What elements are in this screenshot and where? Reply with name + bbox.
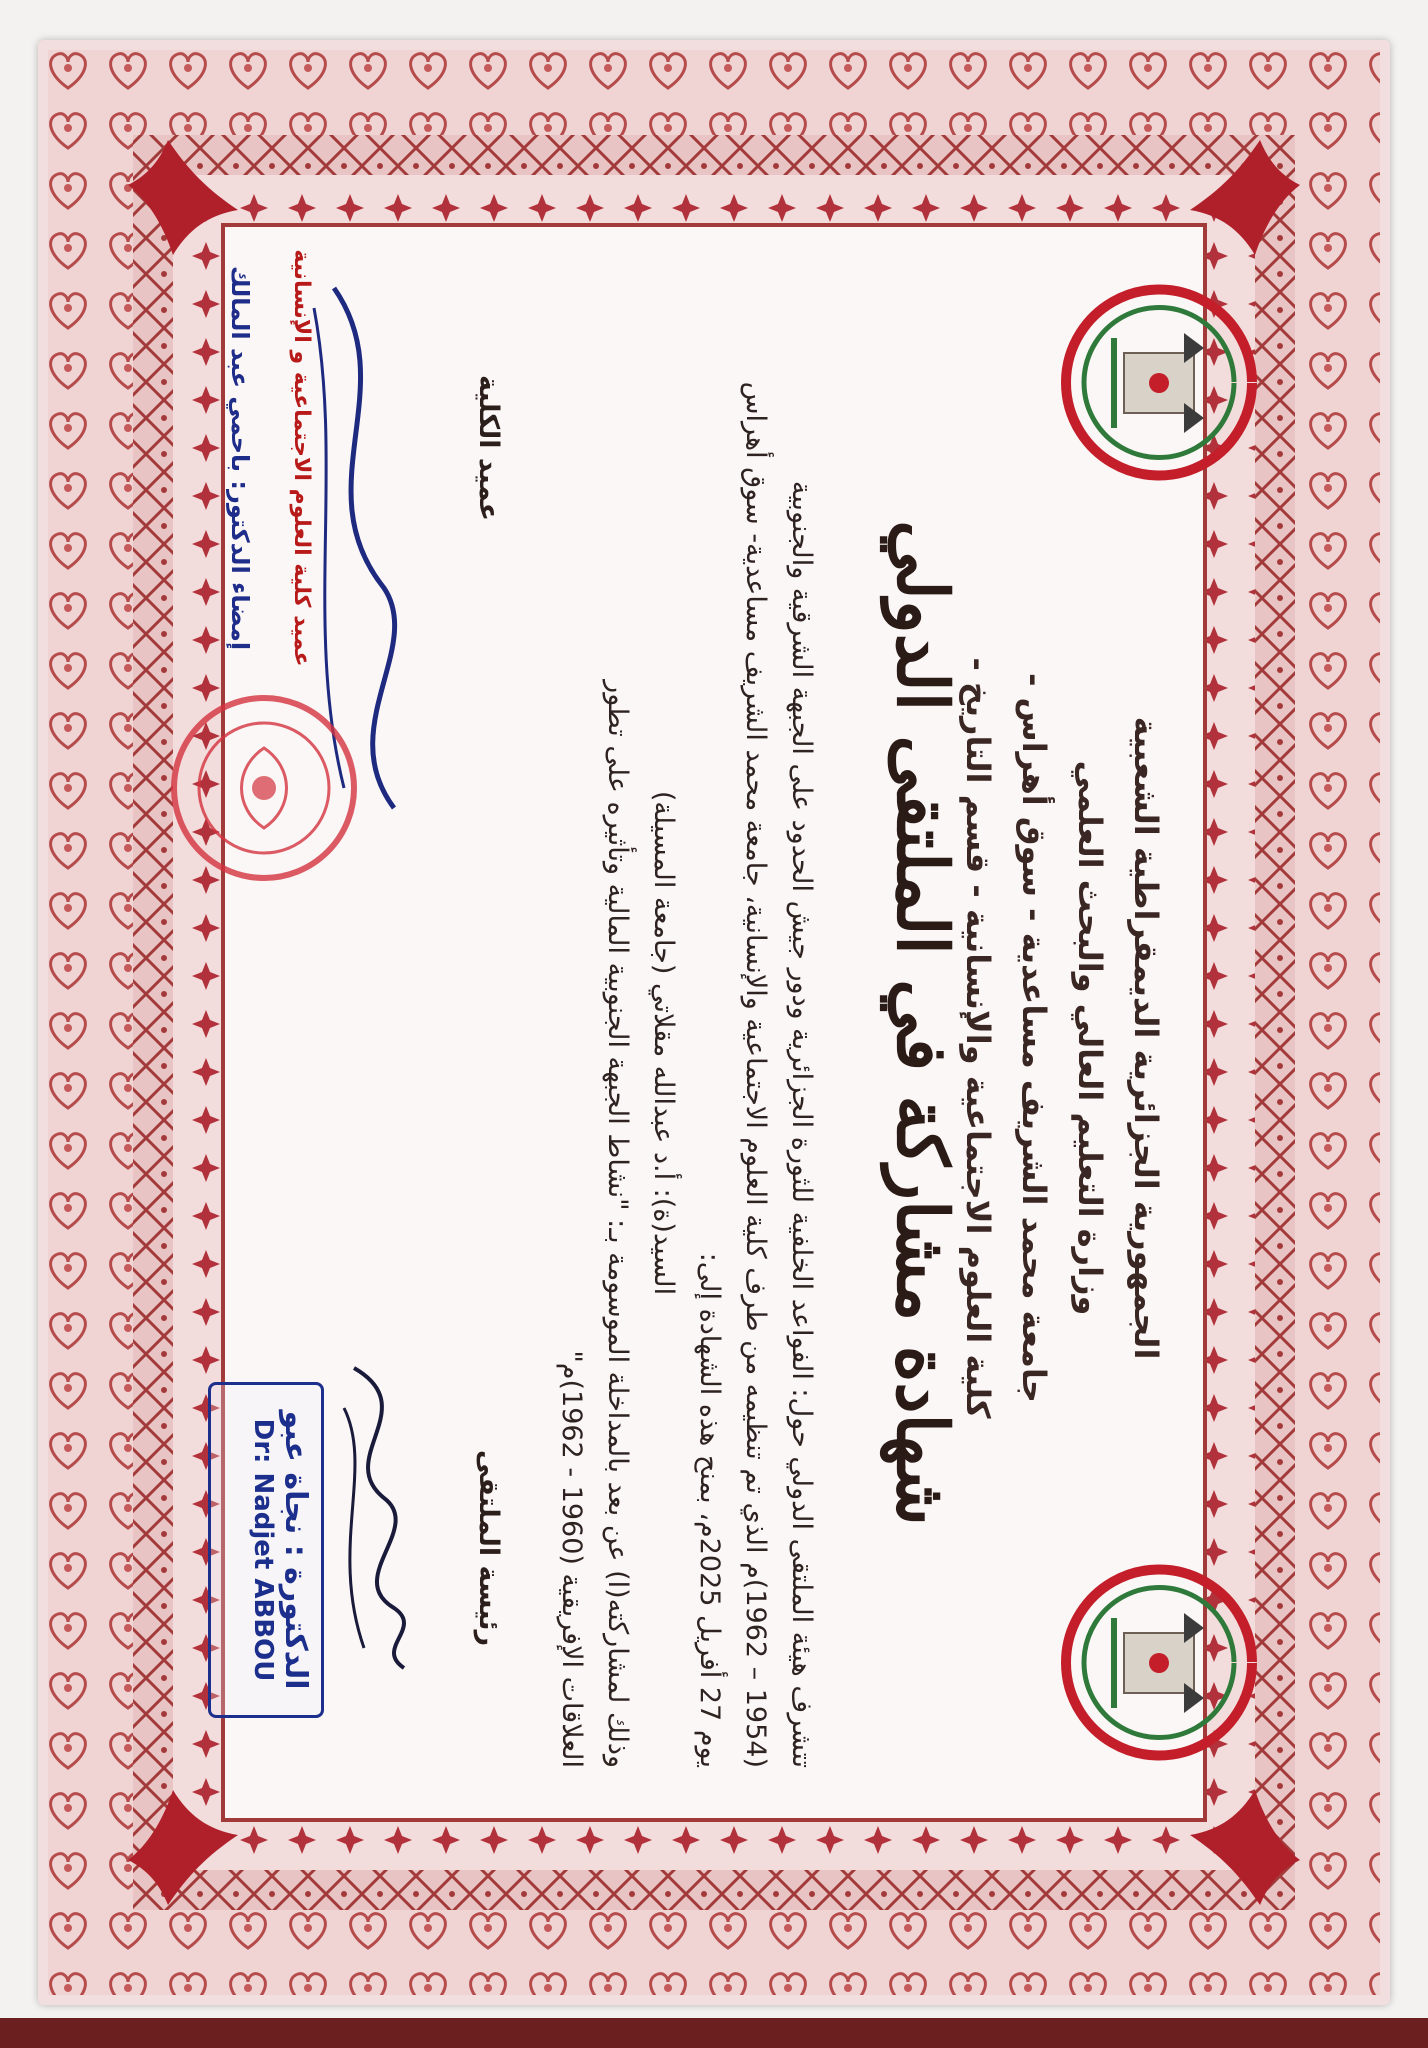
header-republic: الجمهورية الجزائرية الديمقراطية الشعبية	[1127, 716, 1165, 1360]
university-logo-right	[1054, 1558, 1264, 1768]
institution-header	[950, 628, 1174, 1448]
header-faculty: كلية العلوم الاجتماعية والإنسانية - قسم التاريخ -	[959, 657, 997, 1419]
certificate-title: شهادة مشاركة في الملتقى الدولي	[881, 520, 964, 1526]
chair-signature	[314, 1348, 444, 1688]
stamp-english-name: Dr: Nadjet ABBOU	[248, 1418, 278, 1682]
recipient-line: السيد(ة): أ.د عبدالله مقلاتي (جامعة المسيلة)	[648, 790, 679, 1296]
body-line-2: (1954 – 1962)م الذي تم تنظيمه من طرف كلية العلوم الاجتماعية والإنسانية، جامعة محمد الشريف مساعدية- سوق أهراس	[740, 381, 771, 1768]
body-line-1: تتشرف هيئة الملتقى الدولي حول: الفواعد الخلفية للثورة الجزائرية ودور جيش الحدود على الجبهة الشرقية والجنوبية	[786, 480, 817, 1768]
body-line-3: يوم 27 أفريل 2025م، بمنح هذه الشهادة إلى:	[694, 1252, 725, 1768]
chair-name-stamp	[208, 1382, 324, 1718]
header-ministry: وزارة التعليم العالي والبحث العلمي	[1071, 760, 1109, 1316]
dean-signature-name: إمضاء الدكتور: باحمي عبد المالك	[226, 265, 254, 651]
university-logo-left	[1054, 278, 1264, 488]
header-university: جامعة محمد الشريف مساعدية - سوق أهراس -	[1015, 673, 1053, 1403]
body-line-5: وذلك لمشاركته(ا) عن بعد بالمداخلة الموسومة بـ: "نشاط الجبهة الجنوبية المالية وتأثيره على تطور	[602, 680, 633, 1768]
dean-caption: عميد كلية العلوم الاجتماعية و الإنسانية	[289, 249, 314, 667]
photo-bottom-strip	[0, 2018, 1428, 2048]
chair-title: رئيسة الملتقى	[473, 1449, 504, 1647]
certificate-content	[164, 128, 1324, 1918]
dean-title: عميد الكلية	[473, 374, 504, 522]
body-line-6: العلاقات الإفريقية (1960 - 1962)م"	[556, 1350, 587, 1768]
certificate-body	[548, 318, 824, 1768]
ministry-round-seal	[164, 688, 364, 888]
stamp-arabic-name: الدكتورة : نجاة عبو	[278, 1410, 313, 1690]
